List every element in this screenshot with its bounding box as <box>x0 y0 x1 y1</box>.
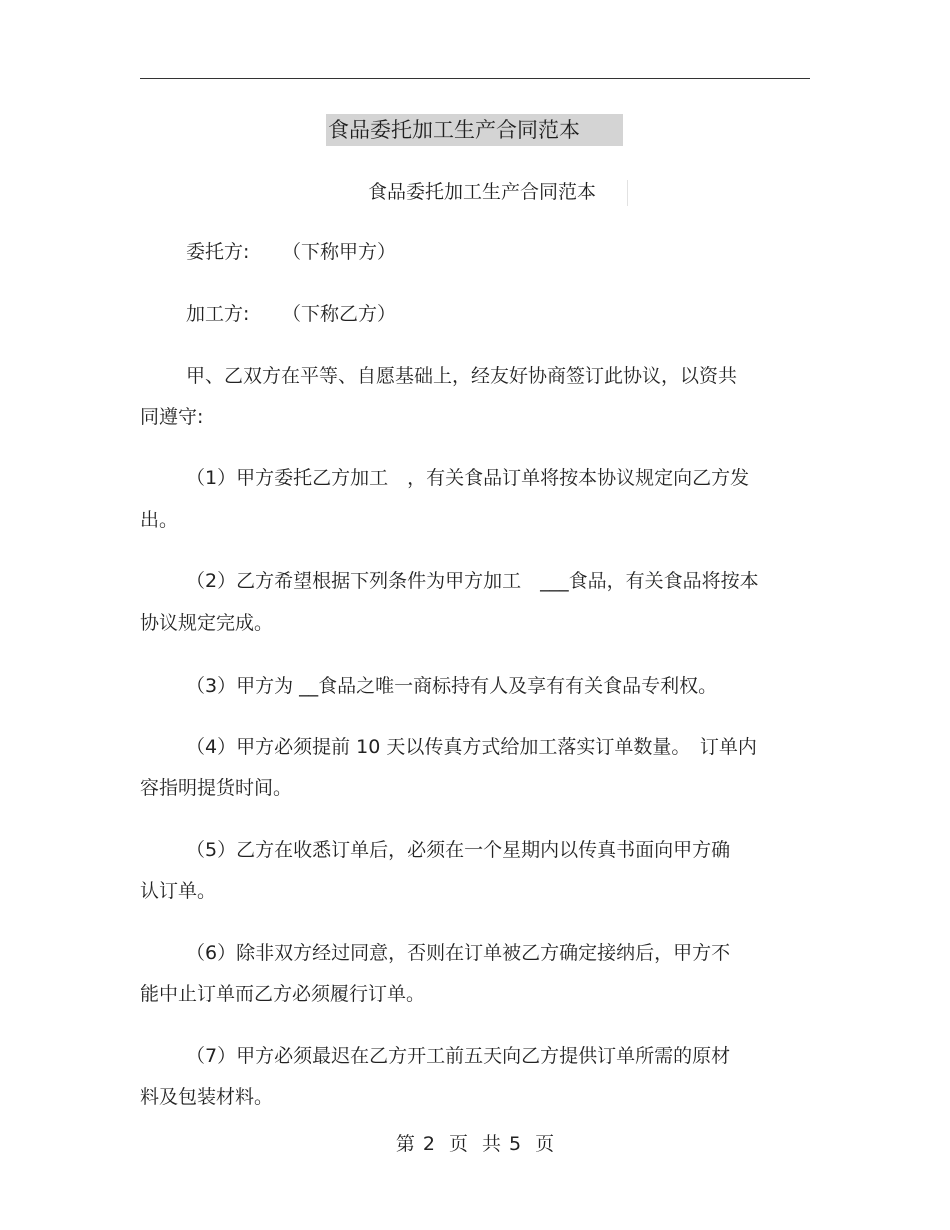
clause-6-line-2: 能中止订单而乙方必须履行订单。 <box>140 983 426 1005</box>
document-subtitle: 食品委托加工生产合同范本 <box>368 181 597 203</box>
footer-total-word: 共 <box>482 1133 502 1155</box>
processor-label: 加工方: <box>186 303 250 325</box>
clause-1-line-2: 出。 <box>140 509 179 531</box>
processor-note: （下称乙方） <box>282 303 397 325</box>
intro-line-1: 甲、乙双方在平等、自愿基础上，经友好协商签订此协议，以资共 <box>186 365 738 387</box>
header-rule <box>140 78 810 79</box>
footer-suffix: 页 <box>535 1133 555 1155</box>
client-note: （下称甲方） <box>282 241 397 263</box>
page-footer <box>0 1132 950 1156</box>
clause-4-line-1: （4）甲方必须提前 10 天以传真方式给加工落实订单数量。 订单内 <box>186 736 757 758</box>
clause-7-line-1: （7）甲方必须最迟在乙方开工前五天向乙方提供订单所需的原材 <box>186 1045 731 1067</box>
text-cursor-mark <box>627 180 628 206</box>
clause-5-line-2: 认订单。 <box>140 880 217 902</box>
clause-7-line-2: 料及包装材料。 <box>140 1086 274 1108</box>
clause-2-line-2: 协议规定完成。 <box>140 612 274 634</box>
document-title: 食品委托加工生产合同范本 <box>328 118 580 142</box>
footer-total-pages: 5 <box>509 1133 522 1155</box>
client-label: 委托方: <box>186 241 250 263</box>
clause-2-line-1: （2）乙方希望根据下列条件为甲方加工 ___食品，有关食品将按本 <box>186 570 759 592</box>
footer-prefix: 第 <box>395 1133 415 1155</box>
clause-1-line-1: （1）甲方委托乙方加工 ，有关食品订单将按本协议规定向乙方发 <box>186 467 750 489</box>
footer-page-word: 页 <box>448 1133 468 1155</box>
footer-current-page: 2 <box>422 1133 435 1155</box>
clause-3-line-1: （3）甲方为 __食品之唯一商标持有人及享有有关食品专利权。 <box>186 675 718 697</box>
clause-5-line-1: （5）乙方在收悉订单后，必须在一个星期内以传真书面向甲方确 <box>186 839 731 861</box>
intro-line-2: 同遵守: <box>140 406 204 428</box>
clause-4-line-2: 容指明提货时间。 <box>140 777 293 799</box>
clause-6-line-1: （6）除非双方经过同意，否则在订单被乙方确定接纳后，甲方不 <box>186 942 731 964</box>
